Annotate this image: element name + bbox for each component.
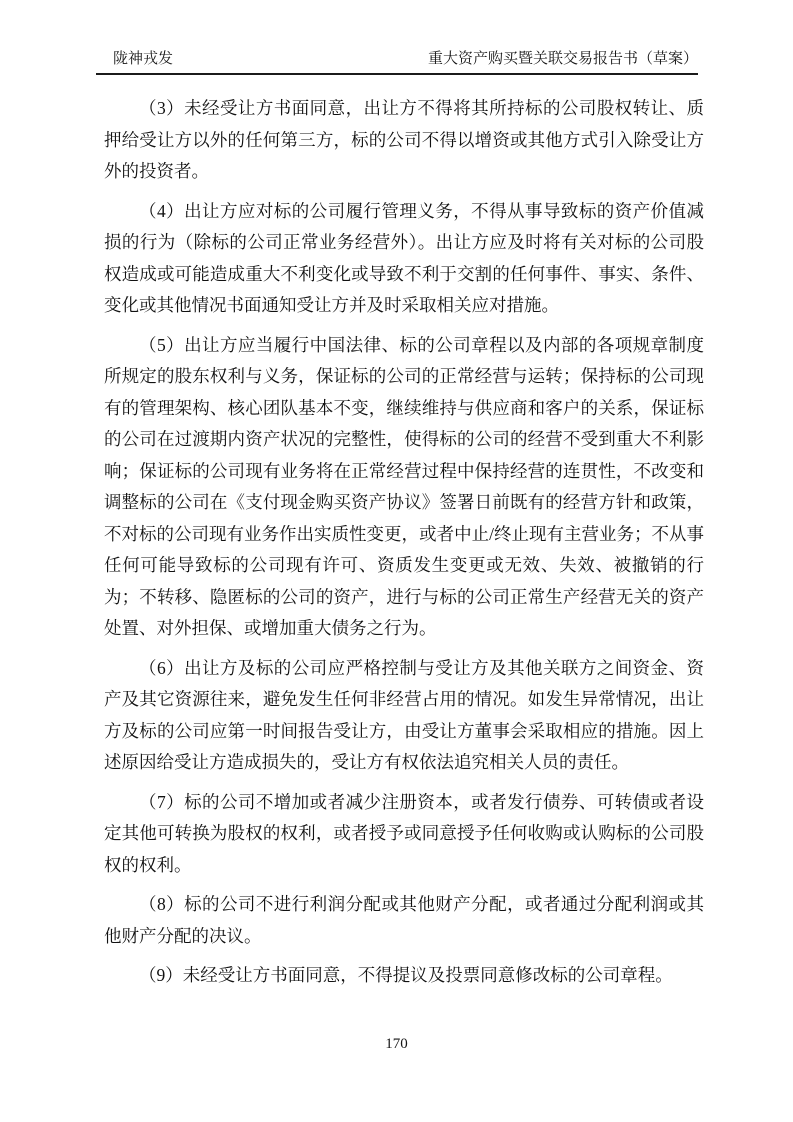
paragraph-6: （6）出让方及标的公司应严格控制与受让方及其他关联方之间资金、资产及其它资源往来，避免发生任何非经营占用的情况。如发生异常情况，出让方及标的公司应第一时间报告受让方，由受让方董事会采取相应的措施。因上述原因给受让方造成损失的，受让方有权依法追究相关人员的责任。	[104, 657, 704, 772]
paragraph-3: （3）未经受让方书面同意，出让方不得将其所持标的公司股权转让、质押给受让方以外的任何第三方，标的公司不得以增资或其他方式引入除受让方外的投资者。	[104, 98, 704, 181]
paragraph-7: （7）标的公司不增加或者减少注册资本，或者发行债券、可转债或者设定其他可转换为股权的权利，或者授予或同意授予任何收购或认购标的公司股权的权利。	[104, 791, 704, 875]
document-body	[104, 93, 704, 1000]
header-company-name: 陇神戎发	[113, 51, 174, 67]
paragraph-9: （9）未经受让方书面同意，不得提议及投票同意修改标的公司章程。	[139, 965, 673, 985]
page-footer	[0, 1036, 793, 1053]
header-report-title: 重大资产购买暨关联交易报告书（草案）	[427, 51, 698, 67]
paragraph-8: （8）标的公司不进行利润分配或其他财产分配，或者通过分配利润或其他财产分配的决议。	[104, 894, 704, 946]
paragraph-4: （4）出让方应对标的公司履行管理义务，不得从事导致标的资产价值减损的行为（除标的公司正常业务经营外）。出让方应及时将有关对标的公司股权造成或可能造成重大不利变化或导致不利于交割的任何事件、事实、条件、变化或其他情况书面通知受让方并及时采取相关应对措施。	[104, 200, 704, 315]
page-header	[96, 49, 698, 75]
page-number: 170	[385, 1036, 408, 1052]
paragraph-5: （5）出让方应当履行中国法律、标的公司章程以及内部的各项规章制度所规定的股东权利与义务，保证标的公司的正常经营与运转；保持标的公司现有的管理架构、核心团队基本不变，继续维持与供应商和客户的关系，保证标的公司在过渡期内资产状况的完整性，使得标的公司的经营不受到重大不利影响；保证标的公司现有业务将在正常经营过程中保持经营的连贯性，不改变和调整标的公司在《支付现金购买资产协议》签署日前既有的经营方针和政策，不对标的公司现有业务作出实质性变更，或者中止/终止现有主营业务；不从事任何可能导致标的公司现有许可、资质发生变更或无效、失效、被撤销的行为；不转移、隐匿标的公司的资产，进行与标的公司正常生产经营无关的资产处置、对外担保、或增加重大债务之行为。	[104, 334, 704, 638]
